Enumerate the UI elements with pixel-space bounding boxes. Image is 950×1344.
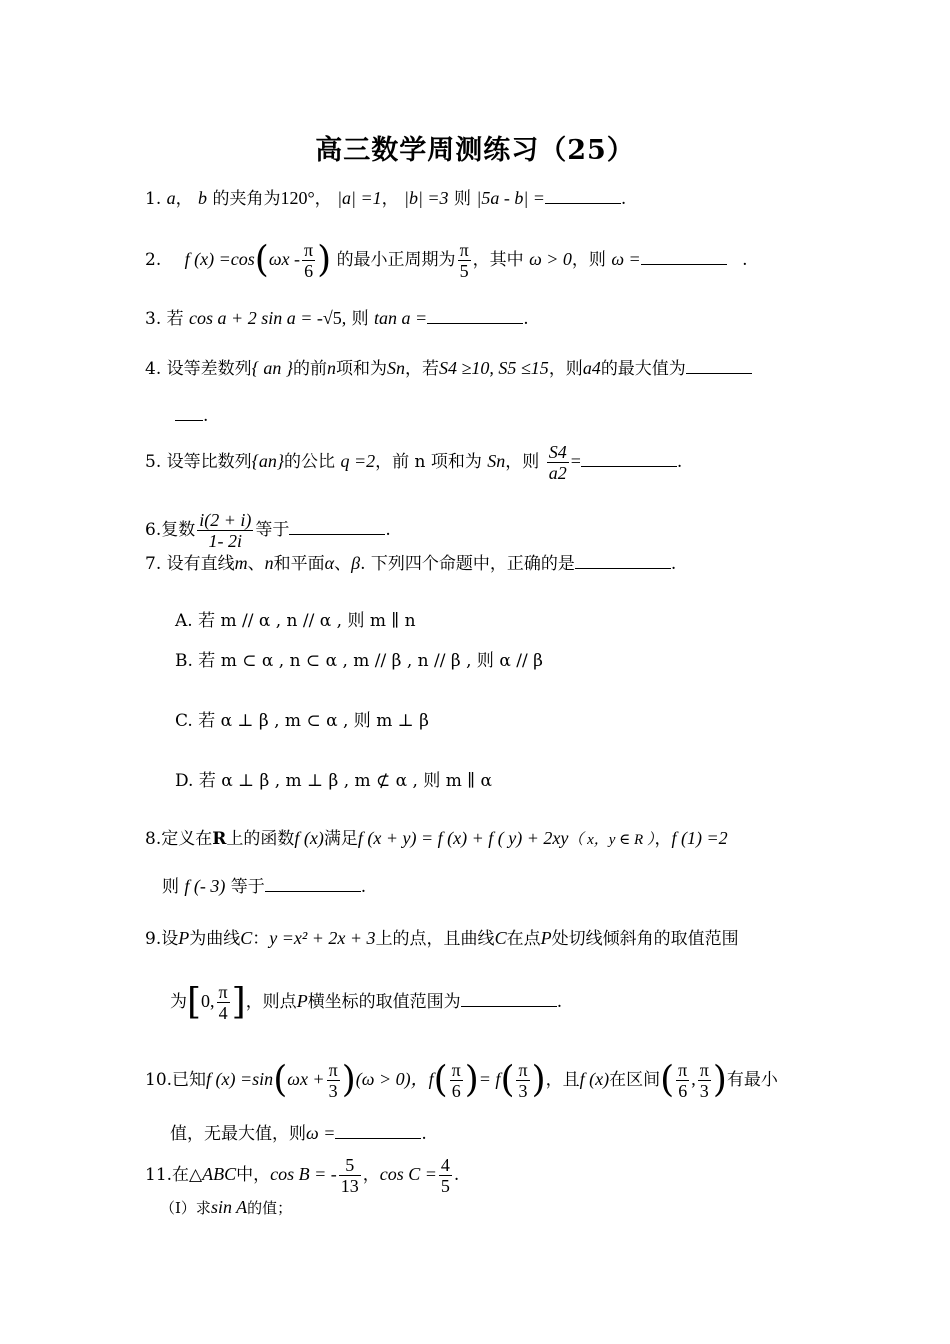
question-8-continued: 则 f (- 3) 等于 . bbox=[162, 873, 832, 900]
answer-blank[interactable] bbox=[581, 448, 677, 467]
option-c[interactable]: C. 若 α ⊥ β , m ⊂ α , 则 m ⊥ β bbox=[175, 711, 429, 731]
question-8: 8.定义在R上的函数f (x)满足f (x + y) = f (x) + f ( y) + 2xy（ x，y ∈ R ），f (1) =2 bbox=[145, 828, 728, 849]
question-10-continued: 值，无最大值，则ω = . bbox=[170, 1120, 840, 1147]
option-d[interactable]: D. 若 α ⊥ β , m ⊥ β , m ⊄ α , 则 m ∥ α bbox=[175, 771, 493, 791]
option-b[interactable]: B. 若 m ⊂ α , n ⊂ α , m // β , n // β , 则 α // β bbox=[175, 651, 543, 671]
q-number: 4. bbox=[145, 359, 162, 379]
option-a[interactable]: A. 若 m // α , n // α , 则 m ∥ n bbox=[175, 611, 416, 631]
q-number: 6. bbox=[145, 520, 162, 540]
answer-blank[interactable] bbox=[265, 873, 361, 892]
question-2: 2. f (x) =cos(ωx - $\frac{\pi}{6}$ ) 的最小正周期为 $\frac{\pi}{5}$ ，其中 ω > 0，则 ω = . bbox=[145, 239, 748, 281]
q-number: 8. bbox=[145, 829, 162, 849]
question-4: 4. 设等差数列{ an }的前n项和为Sn，若S4 ≥10, S5 ≤15，则a4的最大值为 bbox=[145, 355, 815, 382]
question-4-continued: . bbox=[175, 402, 845, 429]
q-number: 7. bbox=[145, 554, 162, 574]
q-number: 11. bbox=[145, 1165, 173, 1185]
q-number: 3. bbox=[145, 309, 162, 329]
question-9: 9.设P为曲线C：y =x² + 2x + 3上的点，且曲线C在点P处切线倾斜角的取值范围 bbox=[145, 928, 739, 949]
q-number: 9. bbox=[145, 929, 162, 949]
page-title: 高三数学周测练习（25） bbox=[315, 135, 635, 166]
answer-blank[interactable] bbox=[289, 516, 385, 535]
answer-blank[interactable] bbox=[686, 355, 752, 374]
question-1: 1. a， b 的夹角为120°， |a| =1， |b| =3 则 |5a - b| = . bbox=[145, 185, 815, 212]
answer-blank-continued[interactable] bbox=[175, 402, 203, 421]
answer-blank[interactable] bbox=[575, 550, 671, 569]
q-number: 10. bbox=[145, 1070, 173, 1090]
question-5: 5. 设等比数列{an}的公比 q =2，前 n 项和为 Sn，则 $\frac{S4}{a2}$ = . bbox=[145, 442, 683, 483]
q-number: 5. bbox=[145, 452, 162, 472]
question-11-part-1: （Ⅰ）求sin A的值； bbox=[160, 1197, 293, 1217]
q-number: 2. bbox=[145, 250, 162, 270]
answer-blank[interactable] bbox=[641, 246, 727, 265]
question-6: 6.复数 $\frac{i(2 + i)}{1- 2i}$ 等于 . bbox=[145, 510, 391, 551]
question-10: 10.已知f (x) =sin(ωx + $\frac{\pi}{3}$ )(ω > 0)，f( $\frac{\pi}{6}$ )= f( $\frac{\pi}{3}$ )，且f (x)在区间( $\frac{\pi}{6}$ , $\frac{\pi}{3}$ )有最小 bbox=[145, 1059, 778, 1101]
question-9-continued: 为[0, $\frac{\pi}{4}$ ]，则点P横坐标的取值范围为 . bbox=[170, 981, 563, 1023]
question-3: 3. 若 cos a + 2 sin a = -√5, 则 tan a = . bbox=[145, 305, 815, 332]
question-7: 7. 设有直线m、n和平面α、β. 下列四个命题中，正确的是 . bbox=[145, 550, 815, 577]
answer-blank[interactable] bbox=[545, 185, 621, 204]
q-number: 1. bbox=[145, 189, 162, 209]
answer-blank[interactable] bbox=[427, 305, 523, 324]
answer-blank[interactable] bbox=[461, 988, 557, 1007]
question-11: 11.在△ABC中，cos B = - $\frac{5}{13}$ ，cos C = $\frac{4}{5}$ . bbox=[145, 1155, 460, 1196]
answer-blank[interactable] bbox=[335, 1120, 421, 1139]
